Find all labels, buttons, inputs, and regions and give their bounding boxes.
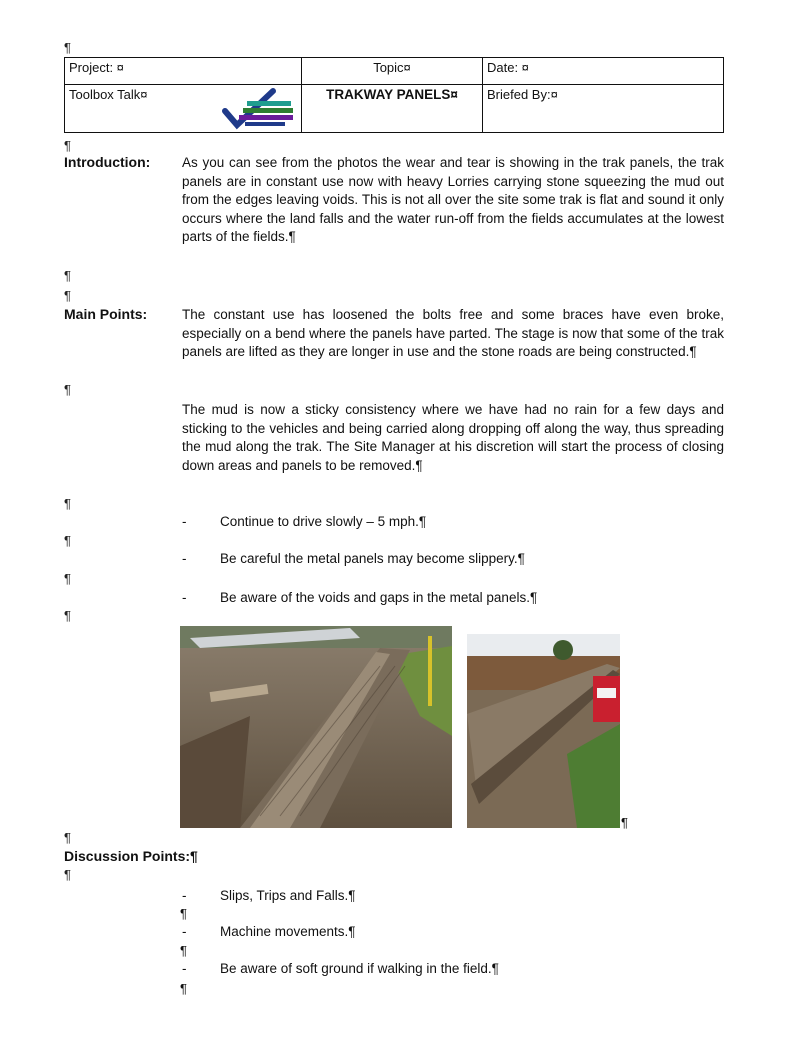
briefed-cell[interactable]	[483, 85, 724, 133]
bullet-text: Machine movements.¶	[220, 924, 356, 939]
bullet-dash: -	[182, 924, 187, 939]
pilcrow: ¶	[621, 815, 628, 830]
pilcrow: ¶	[64, 533, 71, 548]
pilcrow: ¶	[64, 830, 71, 845]
bullet-text: Be careful the metal panels may become slippery.¶	[220, 551, 525, 566]
main-points-label: Main Points:	[64, 306, 148, 322]
trakway-photo-2-image	[467, 634, 620, 828]
bullet-text: Be aware of the voids and gaps in the metal panels.¶	[220, 590, 538, 605]
pilcrow: ¶	[64, 138, 71, 153]
main-points-para2: The mud is now a sticky consistency where we have had no rain for a few days and sticking to the vehicles and being carried along dropping off along the way, thus spreading the mud along the trak. The Site Manager at his discretion will start the process of closing down areas and panels to be removed.¶	[182, 402, 724, 473]
bullet-text: Slips, Trips and Falls.¶	[220, 888, 356, 903]
trakway-photo-2	[467, 634, 620, 828]
topic-value-cell[interactable]	[302, 85, 483, 133]
topic-cell[interactable]	[302, 58, 483, 85]
company-logo-icon	[221, 87, 297, 131]
bullet-dash: -	[182, 888, 187, 903]
project-cell[interactable]	[65, 58, 302, 85]
pilcrow: ¶	[64, 40, 71, 55]
discussion-label: Discussion Points:¶	[64, 848, 198, 864]
pilcrow: ¶	[64, 608, 71, 623]
date-label: Date: ¤	[487, 60, 529, 75]
pilcrow: ¶	[64, 268, 71, 283]
bullet-text: Be aware of soft ground if walking in the field.¶	[220, 961, 499, 976]
main-points-para1: The constant use has loosened the bolts free and some braces have even broke, especially on a bend where the panels have parted. The stage is now that some of the trak panels are lifted as they are longer in use and the stone roads are being constructed.¶	[182, 307, 724, 359]
bullet-dash: -	[182, 590, 187, 605]
introduction-text: As you can see from the photos the wear and tear is showing in the trak panels, the trak panels are in constant use now with heavy Lorries carrying stone squeezing the mud out from the edges leaving voids. This is not all over the site some trak is flat and sound it only occurs where the land falls and the water run-off from the fields accumulates at the lowest parts of the fields.¶	[182, 155, 724, 244]
project-label: Project: ¤	[69, 60, 124, 75]
pilcrow: ¶	[64, 496, 71, 511]
toolbox-label: Toolbox Talk¤	[69, 87, 148, 102]
trakway-photo-1	[180, 626, 452, 828]
trakway-photo-1-image	[180, 626, 452, 828]
pilcrow: ¶	[180, 906, 187, 921]
bullet-dash: -	[182, 551, 187, 566]
introduction-label: Introduction:	[64, 154, 151, 170]
pilcrow: ¶	[180, 943, 187, 958]
toolbox-cell[interactable]	[65, 85, 302, 133]
topic-label: Topic¤	[373, 60, 411, 75]
pilcrow: ¶	[180, 981, 187, 996]
date-cell[interactable]	[483, 58, 724, 85]
bullet-dash: -	[182, 961, 187, 976]
topic-value: TRAKWAY PANELS¤	[326, 87, 458, 102]
bullet-text: Continue to drive slowly – 5 mph.¶	[220, 514, 427, 529]
briefed-label: Briefed By:¤	[487, 87, 558, 102]
pilcrow: ¶	[64, 867, 71, 882]
bullet-dash: -	[182, 514, 187, 529]
pilcrow: ¶	[64, 571, 71, 586]
header-table	[64, 57, 724, 133]
pilcrow: ¶	[64, 382, 71, 397]
pilcrow: ¶	[64, 288, 71, 303]
